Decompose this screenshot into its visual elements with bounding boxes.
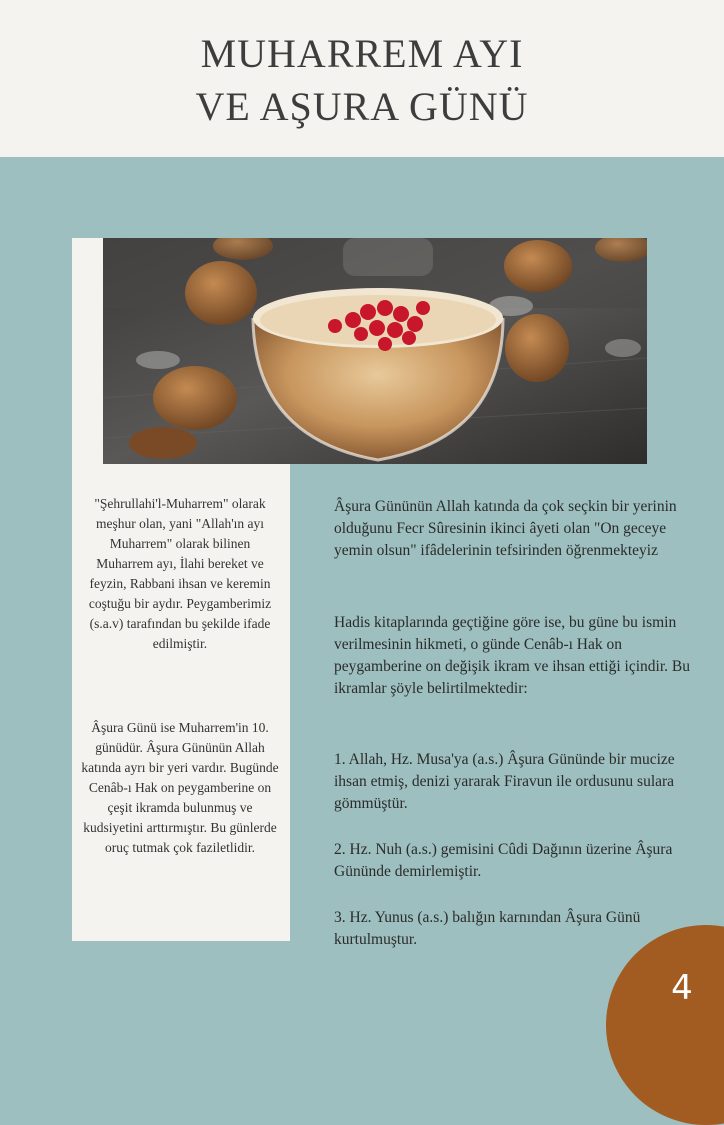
page-number: 4 bbox=[671, 968, 693, 1008]
list-item-2: 2. Hz. Nuh (a.s.) gemisini Cûdi Dağının üzerine Âşura Gününde demirlemiştir. bbox=[334, 841, 673, 880]
page-title-line1: MUHARREM AYI bbox=[200, 31, 524, 76]
header-band bbox=[0, 0, 724, 157]
sidebar-paragraph-2: Âşura Günü ise Muharrem'in 10. günüdür. Âşura Gününün Allah katında ayrı bir yeri vardır. Bugünde Cenâb-ı Hak on peygamberine on çeşit ikramda bulunmuş ve kudsiyetini arttırmıştır. Bu günlerde oruç tutmak çok faziletlidir. bbox=[81, 720, 279, 855]
list-item-3: 3. Hz. Yunus (a.s.) balığın karnından Âşura Günü kurtulmuştur. bbox=[334, 909, 641, 948]
asure-dessert-photo bbox=[103, 238, 647, 464]
page-title-line2: VE AŞURA GÜNÜ bbox=[195, 84, 529, 129]
page-number-badge bbox=[606, 925, 724, 1125]
list-item-1: 1. Allah, Hz. Musa'ya (a.s.) Âşura Gününde bir mucize ihsan etmiş, denizi yararak Firavun ile ordusunu sulara gömmüştür. bbox=[334, 751, 675, 812]
main-paragraph-2: Hadis kitaplarında geçtiğine göre ise, bu güne bu ismin verilmesinin hikmeti, o günde Cenâb-ı Hak on peygamberine on değişik ikram ve ihsan ettiği içindir. Bu ikramlar şöyle belirtilmektedir: bbox=[334, 614, 690, 697]
sidebar-paragraph-1: "Şehrullahi'l-Muharrem" olarak meşhur olan, yani "Allah'ın ayı Muharrem" olarak bilinen Muharrem ayı, İlahi bereket ve feyzin, Rabbani ihsan ve keremin coştuğu bir aydır. Peygamberimiz (s.a.v) tarafından bu şekilde ifade edilmiştir. bbox=[88, 496, 272, 651]
main-paragraph-1: Âşura Gününün Allah katında da çok seçkin bir yerinin olduğunu Fecr Sûresinin ikinci âyeti olan "On geceye yemin olsun" ifâdelerinin tefsirinden öğrenmekteyiz bbox=[334, 498, 677, 559]
